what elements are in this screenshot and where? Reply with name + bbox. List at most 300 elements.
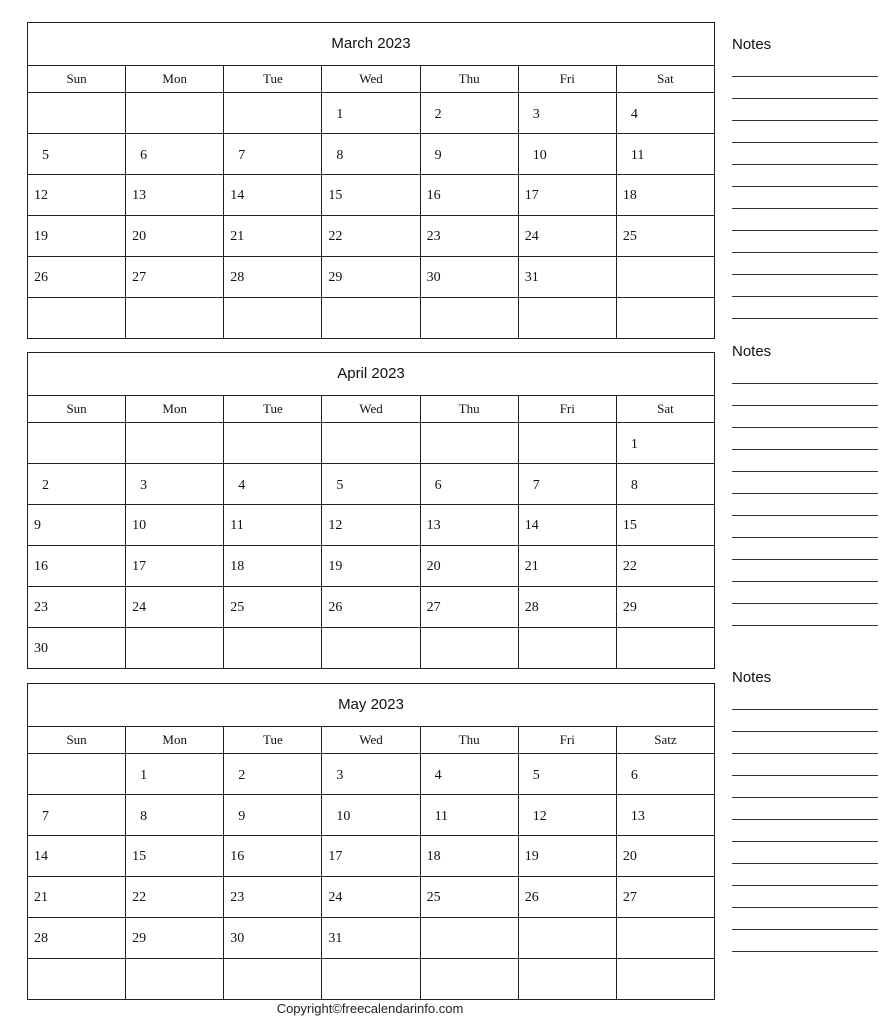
notes-title: Notes bbox=[732, 36, 772, 53]
day-cell bbox=[519, 464, 617, 504]
day-number: 9 bbox=[34, 518, 41, 533]
weekday-label: Mon bbox=[126, 66, 224, 92]
day-cell bbox=[224, 546, 322, 586]
day-number: 30 bbox=[230, 931, 245, 946]
day-cell bbox=[224, 877, 322, 917]
note-line[interactable] bbox=[732, 99, 878, 121]
day-cell bbox=[126, 918, 224, 958]
day-cell bbox=[126, 298, 224, 338]
notes-section-april bbox=[732, 342, 878, 626]
day-number: 9 bbox=[238, 809, 246, 824]
day-cell bbox=[126, 464, 224, 504]
note-line[interactable] bbox=[732, 886, 878, 908]
note-line[interactable] bbox=[732, 776, 878, 798]
day-number: 1 bbox=[140, 768, 148, 783]
day-number: 21 bbox=[524, 559, 539, 574]
day-cell bbox=[224, 134, 322, 174]
day-number: 27 bbox=[622, 890, 637, 905]
day-number: 10 bbox=[132, 518, 147, 533]
week-row bbox=[28, 257, 714, 298]
day-cell bbox=[224, 918, 322, 958]
day-number: 1 bbox=[630, 437, 638, 452]
day-cell bbox=[519, 175, 617, 215]
day-number: 22 bbox=[132, 890, 147, 905]
day-number: 18 bbox=[426, 849, 441, 864]
day-number: 6 bbox=[140, 148, 148, 163]
day-cell bbox=[224, 175, 322, 215]
day-cell bbox=[617, 836, 714, 876]
note-line[interactable] bbox=[732, 275, 878, 297]
day-number: 11 bbox=[630, 148, 645, 163]
day-number: 10 bbox=[532, 148, 547, 163]
day-number: 21 bbox=[34, 890, 48, 905]
day-cell bbox=[28, 257, 126, 297]
day-cell bbox=[617, 216, 714, 256]
day-number: 19 bbox=[524, 849, 539, 864]
day-cell bbox=[28, 754, 126, 794]
day-cell bbox=[28, 959, 126, 999]
day-cell bbox=[421, 257, 519, 297]
day-number: 28 bbox=[524, 600, 539, 615]
day-number: 12 bbox=[34, 188, 48, 203]
day-cell bbox=[519, 134, 617, 174]
day-cell bbox=[28, 298, 126, 338]
day-cell bbox=[224, 754, 322, 794]
note-line[interactable] bbox=[732, 428, 878, 450]
week-row bbox=[28, 546, 714, 587]
day-cell bbox=[421, 836, 519, 876]
day-number: 4 bbox=[630, 107, 638, 122]
day-cell bbox=[126, 877, 224, 917]
day-number: 8 bbox=[140, 809, 148, 824]
day-cell bbox=[126, 175, 224, 215]
day-cell bbox=[421, 93, 519, 133]
note-line[interactable] bbox=[732, 406, 878, 428]
day-number: 21 bbox=[230, 229, 245, 244]
day-cell bbox=[28, 464, 126, 504]
day-cell bbox=[224, 628, 322, 668]
week-row bbox=[28, 918, 714, 959]
week-row bbox=[28, 836, 714, 877]
note-line[interactable] bbox=[732, 604, 878, 626]
day-cell bbox=[322, 93, 420, 133]
day-number: 28 bbox=[34, 931, 48, 946]
day-number: 22 bbox=[622, 559, 637, 574]
day-cell bbox=[519, 423, 617, 463]
note-line[interactable] bbox=[732, 362, 878, 384]
day-cell bbox=[519, 918, 617, 958]
day-number: 13 bbox=[132, 188, 147, 203]
day-cell bbox=[421, 464, 519, 504]
note-line[interactable] bbox=[732, 494, 878, 516]
note-line[interactable] bbox=[732, 560, 878, 582]
note-line[interactable] bbox=[732, 55, 878, 77]
day-cell bbox=[617, 628, 714, 668]
day-cell bbox=[519, 257, 617, 297]
week-row bbox=[28, 877, 714, 918]
day-cell bbox=[28, 175, 126, 215]
day-cell bbox=[617, 918, 714, 958]
day-number: 26 bbox=[328, 600, 343, 615]
notes-title: Notes bbox=[732, 343, 772, 360]
weekday-label: Sat bbox=[657, 71, 674, 86]
day-cell bbox=[617, 93, 714, 133]
day-cell bbox=[421, 546, 519, 586]
calendar-title: May 2023 bbox=[28, 684, 714, 727]
day-cell bbox=[322, 918, 420, 958]
note-lines bbox=[732, 362, 878, 626]
day-cell bbox=[322, 877, 420, 917]
day-cell bbox=[421, 175, 519, 215]
day-cell bbox=[519, 505, 617, 545]
weekday-label: Tue bbox=[224, 727, 322, 753]
day-cell bbox=[126, 959, 224, 999]
day-cell bbox=[322, 298, 420, 338]
day-number: 26 bbox=[524, 890, 539, 905]
note-line[interactable] bbox=[732, 253, 878, 275]
weekday-label: Fri bbox=[519, 66, 617, 92]
note-line[interactable] bbox=[732, 209, 878, 231]
day-number: 3 bbox=[532, 107, 540, 122]
note-line[interactable] bbox=[732, 187, 878, 209]
day-cell bbox=[322, 795, 420, 835]
day-cell bbox=[28, 423, 126, 463]
day-number: 7 bbox=[238, 148, 246, 163]
day-cell bbox=[28, 836, 126, 876]
day-cell bbox=[126, 257, 224, 297]
day-cell bbox=[421, 216, 519, 256]
week-row bbox=[28, 464, 714, 505]
day-cell bbox=[28, 546, 126, 586]
note-line[interactable] bbox=[732, 908, 878, 930]
day-cell bbox=[519, 216, 617, 256]
day-cell bbox=[519, 836, 617, 876]
day-cell bbox=[617, 546, 714, 586]
day-cell bbox=[421, 628, 519, 668]
day-number: 17 bbox=[328, 849, 343, 864]
day-cell bbox=[617, 298, 714, 338]
day-number: 24 bbox=[132, 600, 147, 615]
day-cell bbox=[126, 93, 224, 133]
day-number: 16 bbox=[230, 849, 245, 864]
day-cell bbox=[519, 93, 617, 133]
day-number: 17 bbox=[132, 559, 147, 574]
day-cell bbox=[421, 505, 519, 545]
weekday-header bbox=[28, 66, 714, 93]
note-line[interactable] bbox=[732, 798, 878, 820]
day-cell bbox=[617, 795, 714, 835]
day-number: 2 bbox=[434, 107, 442, 122]
note-line[interactable] bbox=[732, 516, 878, 538]
week-row bbox=[28, 175, 714, 216]
weekday-label: Sun bbox=[28, 66, 126, 92]
day-cell bbox=[519, 587, 617, 627]
weekday-label: Thu bbox=[421, 396, 519, 422]
day-cell bbox=[126, 754, 224, 794]
day-number: 23 bbox=[230, 890, 245, 905]
day-number: 30 bbox=[34, 641, 48, 656]
note-line[interactable] bbox=[732, 538, 878, 560]
day-cell bbox=[126, 423, 224, 463]
day-number: 12 bbox=[532, 809, 547, 824]
note-line[interactable] bbox=[732, 732, 878, 754]
note-lines bbox=[732, 55, 878, 319]
weekday-label: Wed bbox=[322, 396, 420, 422]
day-cell bbox=[421, 134, 519, 174]
day-number: 19 bbox=[328, 559, 343, 574]
week-row bbox=[28, 587, 714, 628]
note-line[interactable] bbox=[732, 165, 878, 187]
calendar-title: April 2023 bbox=[28, 353, 714, 396]
day-number: 11 bbox=[434, 809, 449, 824]
weekday-label: Fri bbox=[519, 727, 617, 753]
day-cell bbox=[224, 257, 322, 297]
day-cell bbox=[519, 754, 617, 794]
day-number: 20 bbox=[426, 559, 441, 574]
day-number: 13 bbox=[426, 518, 441, 533]
day-number: 30 bbox=[426, 270, 441, 285]
note-line[interactable] bbox=[732, 930, 878, 952]
day-number: 5 bbox=[532, 768, 540, 783]
weekday-label: Sun bbox=[28, 727, 126, 753]
day-cell bbox=[322, 505, 420, 545]
day-cell bbox=[617, 505, 714, 545]
day-number: 23 bbox=[426, 229, 441, 244]
day-number: 27 bbox=[426, 600, 441, 615]
day-cell bbox=[126, 628, 224, 668]
note-line[interactable] bbox=[732, 864, 878, 886]
day-cell bbox=[126, 587, 224, 627]
calendar-april-2023 bbox=[27, 352, 715, 669]
notes-section-may bbox=[732, 668, 878, 952]
day-number: 25 bbox=[426, 890, 441, 905]
note-line[interactable] bbox=[732, 472, 878, 494]
day-number: 9 bbox=[434, 148, 442, 163]
day-number: 4 bbox=[238, 478, 246, 493]
weekday-label: Mon bbox=[126, 727, 224, 753]
day-number: 6 bbox=[434, 478, 442, 493]
day-cell bbox=[322, 257, 420, 297]
day-number: 15 bbox=[622, 518, 637, 533]
day-number: 11 bbox=[230, 518, 244, 533]
day-number: 20 bbox=[132, 229, 147, 244]
day-number: 19 bbox=[34, 229, 48, 244]
day-number: 8 bbox=[336, 148, 344, 163]
note-line[interactable] bbox=[732, 842, 878, 864]
day-number: 14 bbox=[524, 518, 539, 533]
day-cell bbox=[421, 423, 519, 463]
day-cell bbox=[224, 464, 322, 504]
day-cell bbox=[617, 134, 714, 174]
day-number: 7 bbox=[532, 478, 540, 493]
week-row bbox=[28, 795, 714, 836]
weekday-label: Wed bbox=[322, 727, 420, 753]
day-number: 15 bbox=[132, 849, 147, 864]
note-lines bbox=[732, 688, 878, 952]
weekday-label: Fri bbox=[519, 396, 617, 422]
day-number: 26 bbox=[34, 270, 48, 285]
day-cell bbox=[617, 754, 714, 794]
day-cell bbox=[421, 959, 519, 999]
day-cell bbox=[126, 134, 224, 174]
day-number: 15 bbox=[328, 188, 343, 203]
day-cell bbox=[421, 795, 519, 835]
day-number: 13 bbox=[630, 809, 645, 824]
weekday-label: Satz bbox=[654, 732, 677, 747]
day-cell bbox=[28, 628, 126, 668]
weekday-header bbox=[28, 396, 714, 423]
day-number: 3 bbox=[336, 768, 344, 783]
day-number: 18 bbox=[230, 559, 245, 574]
day-cell bbox=[617, 423, 714, 463]
day-number: 28 bbox=[230, 270, 245, 285]
note-line[interactable] bbox=[732, 582, 878, 604]
day-number: 2 bbox=[238, 768, 246, 783]
day-cell bbox=[126, 795, 224, 835]
day-cell bbox=[617, 257, 714, 297]
day-number: 2 bbox=[42, 478, 49, 493]
day-number: 29 bbox=[132, 931, 147, 946]
day-cell bbox=[28, 918, 126, 958]
note-line[interactable] bbox=[732, 297, 878, 319]
day-cell bbox=[617, 587, 714, 627]
day-cell bbox=[617, 959, 714, 999]
day-cell bbox=[322, 587, 420, 627]
note-line[interactable] bbox=[732, 710, 878, 732]
day-cell bbox=[28, 134, 126, 174]
weekday-label: Sat bbox=[657, 401, 674, 416]
day-number: 25 bbox=[230, 600, 245, 615]
weekday-label: Sun bbox=[28, 396, 126, 422]
day-number: 29 bbox=[622, 600, 637, 615]
notes-title: Notes bbox=[732, 669, 772, 686]
weekday-label: Mon bbox=[126, 396, 224, 422]
day-cell bbox=[224, 836, 322, 876]
day-cell bbox=[224, 298, 322, 338]
day-cell bbox=[322, 836, 420, 876]
day-cell bbox=[617, 464, 714, 504]
day-number: 6 bbox=[630, 768, 638, 783]
week-row bbox=[28, 628, 714, 668]
day-number: 17 bbox=[524, 188, 539, 203]
day-number: 18 bbox=[622, 188, 637, 203]
weekday-label: Tue bbox=[224, 66, 322, 92]
day-cell bbox=[322, 464, 420, 504]
day-cell bbox=[421, 877, 519, 917]
day-cell bbox=[224, 93, 322, 133]
day-cell bbox=[28, 216, 126, 256]
note-line[interactable] bbox=[732, 688, 878, 710]
day-cell bbox=[322, 175, 420, 215]
day-cell bbox=[519, 546, 617, 586]
weekday-header bbox=[28, 727, 714, 754]
day-cell bbox=[421, 918, 519, 958]
note-line[interactable] bbox=[732, 384, 878, 406]
day-cell bbox=[617, 175, 714, 215]
day-cell bbox=[224, 505, 322, 545]
day-cell bbox=[322, 216, 420, 256]
day-cell bbox=[519, 795, 617, 835]
day-cell bbox=[519, 877, 617, 917]
week-row bbox=[28, 423, 714, 464]
day-number: 24 bbox=[524, 229, 539, 244]
week-row bbox=[28, 93, 714, 134]
week-row bbox=[28, 216, 714, 257]
day-cell bbox=[519, 959, 617, 999]
day-cell bbox=[28, 505, 126, 545]
day-number: 27 bbox=[132, 270, 147, 285]
day-cell bbox=[224, 959, 322, 999]
day-cell bbox=[519, 628, 617, 668]
day-number: 5 bbox=[336, 478, 344, 493]
day-cell bbox=[224, 795, 322, 835]
day-cell bbox=[224, 423, 322, 463]
day-number: 4 bbox=[434, 768, 442, 783]
day-number: 14 bbox=[34, 849, 48, 864]
day-cell bbox=[28, 877, 126, 917]
day-number: 1 bbox=[336, 107, 344, 122]
day-number: 25 bbox=[622, 229, 637, 244]
calendar-may-2023 bbox=[27, 683, 715, 1000]
day-cell bbox=[126, 505, 224, 545]
day-cell bbox=[224, 216, 322, 256]
day-cell bbox=[322, 754, 420, 794]
day-number: 16 bbox=[426, 188, 441, 203]
note-line[interactable] bbox=[732, 450, 878, 472]
day-cell bbox=[322, 134, 420, 174]
day-cell bbox=[322, 546, 420, 586]
day-cell bbox=[421, 298, 519, 338]
day-cell bbox=[322, 423, 420, 463]
note-line[interactable] bbox=[732, 820, 878, 842]
day-number: 16 bbox=[34, 559, 48, 574]
calendar-march-2023 bbox=[27, 22, 715, 339]
weekday-label: Tue bbox=[224, 396, 322, 422]
note-line[interactable] bbox=[732, 77, 878, 99]
day-cell bbox=[28, 587, 126, 627]
day-number: 22 bbox=[328, 229, 343, 244]
week-row bbox=[28, 754, 714, 795]
note-line[interactable] bbox=[732, 231, 878, 253]
note-line[interactable] bbox=[732, 143, 878, 165]
day-number: 23 bbox=[34, 600, 48, 615]
day-cell bbox=[322, 628, 420, 668]
day-number: 3 bbox=[140, 478, 148, 493]
week-row bbox=[28, 134, 714, 175]
day-cell bbox=[519, 298, 617, 338]
copyright-footer: Copyright©freecalendarinfo.com bbox=[276, 1001, 464, 1016]
weekday-label: Wed bbox=[322, 66, 420, 92]
day-number: 31 bbox=[328, 931, 343, 946]
day-cell bbox=[421, 754, 519, 794]
weekday-label: Thu bbox=[421, 727, 519, 753]
notes-section-march bbox=[732, 35, 878, 319]
note-line[interactable] bbox=[732, 121, 878, 143]
note-line[interactable] bbox=[732, 754, 878, 776]
week-row bbox=[28, 505, 714, 546]
weekday-label: Thu bbox=[421, 66, 519, 92]
day-number: 10 bbox=[336, 809, 351, 824]
day-number: 20 bbox=[622, 849, 637, 864]
day-cell bbox=[28, 93, 126, 133]
day-cell bbox=[421, 587, 519, 627]
day-number: 8 bbox=[630, 478, 638, 493]
day-cell bbox=[224, 587, 322, 627]
week-row bbox=[28, 959, 714, 999]
week-row bbox=[28, 298, 714, 338]
day-number: 24 bbox=[328, 890, 343, 905]
day-number: 7 bbox=[42, 809, 49, 824]
